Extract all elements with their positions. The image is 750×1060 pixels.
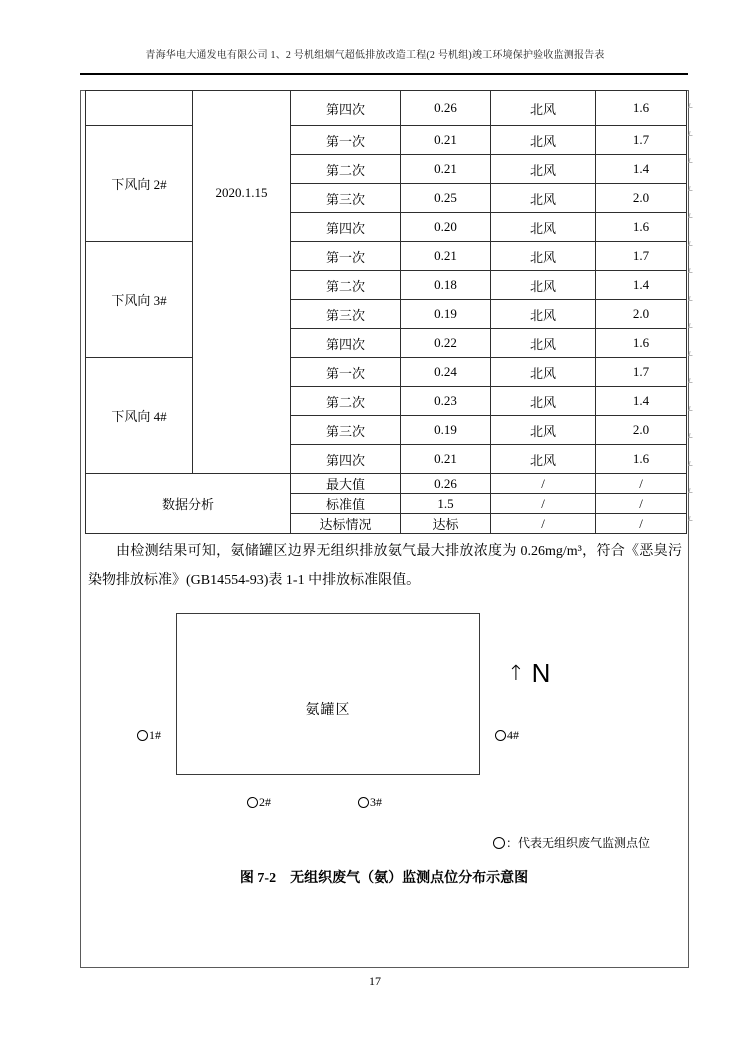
ammonia-tank-area-label: 氨罐区 (305, 703, 351, 718)
table-cell-point: 下风向 2# (86, 126, 193, 242)
table-cell-analysis-label: 数据分析 (86, 474, 291, 534)
table-cell: 第一次 (291, 358, 401, 387)
table-cell: 第二次 (291, 271, 401, 300)
monitoring-point-3 (358, 795, 382, 810)
page-number: 17 (369, 974, 381, 988)
table-cell-date: 2020.1.15 (193, 91, 291, 474)
table-cell: 0.19 (401, 416, 491, 445)
table-cell: / (596, 474, 687, 494)
table-cell: 1.7 (596, 242, 687, 271)
table-cell: 第四次 (291, 445, 401, 474)
monitoring-point-2 (247, 795, 271, 810)
table-cell: 0.21 (401, 445, 491, 474)
table-cell: 北风 (491, 155, 596, 184)
table-cell: 北风 (491, 184, 596, 213)
table-cell: 达标 (401, 514, 491, 534)
monitoring-point-icon (495, 730, 506, 741)
cell-end-marks (689, 92, 697, 532)
result-paragraph: 由检测结果可知，氨储罐区边界无组织排放氨气最大排放浓度为 0.26mg/m³，符合《恶臭污染物排放标准》(GB14554-93)表 1-1 中排放标准限值。 (88, 544, 682, 588)
monitoring-point-label: 4# (507, 728, 519, 742)
table-cell: 第三次 (291, 416, 401, 445)
table-cell: 0.23 (401, 387, 491, 416)
table-cell: 北风 (491, 416, 596, 445)
table-cell: 1.6 (596, 213, 687, 242)
table-cell: / (491, 474, 596, 494)
north-indicator (507, 660, 550, 686)
legend-text: ：代表无组织废气监测点位 (506, 836, 651, 850)
table-cell: 0.24 (401, 358, 491, 387)
table-cell: 0.18 (401, 271, 491, 300)
table-cell: 标准值 (291, 494, 401, 514)
table-cell: 0.21 (401, 242, 491, 271)
table-cell: / (596, 514, 687, 534)
table-cell: 北风 (491, 387, 596, 416)
diagram-legend (493, 834, 650, 851)
table-cell: 2.0 (596, 416, 687, 445)
table-row (86, 91, 687, 126)
table-cell: 0.26 (401, 474, 491, 494)
table-cell: 0.19 (401, 300, 491, 329)
table-cell: 0.21 (401, 155, 491, 184)
monitoring-table (85, 90, 687, 534)
table-cell: 1.6 (596, 445, 687, 474)
table-cell-point: 下风向 4# (86, 358, 193, 474)
table-cell: / (596, 494, 687, 514)
monitoring-point-icon (493, 837, 505, 849)
table-cell: 北风 (491, 358, 596, 387)
table-cell: 第三次 (291, 300, 401, 329)
table-cell: 1.5 (401, 494, 491, 514)
table-cell: 1.4 (596, 387, 687, 416)
figure-caption: 图 7-2 无组织废气（氨）监测点位分布示意图 (239, 871, 529, 886)
table-cell: 0.20 (401, 213, 491, 242)
table-cell: 北风 (491, 213, 596, 242)
table-cell: 1.7 (596, 358, 687, 387)
table-cell-point: 下风向 3# (86, 242, 193, 358)
table-cell: 2.0 (596, 184, 687, 213)
table-cell: 第四次 (291, 329, 401, 358)
table-cell: 第三次 (291, 184, 401, 213)
table-cell: 0.26 (401, 91, 491, 126)
page-header: 青海华电大通发电有限公司 1、2 号机组烟气超低排放改造工程(2 号机组)竣工环境保护验收监测报告表 (145, 50, 605, 61)
table-cell: 1.6 (596, 91, 687, 126)
monitoring-point-4 (495, 728, 519, 743)
monitoring-point-icon (137, 730, 148, 741)
monitoring-point-label: 3# (370, 795, 382, 809)
table-cell-point-empty (86, 91, 193, 126)
table-cell: 北风 (491, 271, 596, 300)
ammonia-tank-area-rect (176, 613, 480, 775)
table-cell: 第四次 (291, 213, 401, 242)
header-rule (80, 73, 688, 75)
table-row (86, 126, 687, 155)
table-cell: 0.25 (401, 184, 491, 213)
table-cell: / (491, 514, 596, 534)
monitoring-point-label: 2# (259, 795, 271, 809)
table-cell: 北风 (491, 242, 596, 271)
table-cell: 1.6 (596, 329, 687, 358)
table-cell: 达标情况 (291, 514, 401, 534)
table-cell: 北风 (491, 329, 596, 358)
table-cell: 北风 (491, 445, 596, 474)
table-cell: 1.4 (596, 271, 687, 300)
table-cell: 第四次 (291, 91, 401, 126)
north-arrow-icon: ↑ (507, 661, 525, 685)
table-row-analysis (86, 474, 687, 494)
table-cell: 最大值 (291, 474, 401, 494)
table-cell: 1.4 (596, 155, 687, 184)
table-cell: 北风 (491, 91, 596, 126)
table-cell: 第一次 (291, 242, 401, 271)
table-cell: 北风 (491, 126, 596, 155)
monitoring-point-icon (247, 797, 258, 808)
table-cell: / (491, 494, 596, 514)
table-cell: 第二次 (291, 155, 401, 184)
north-label: N (531, 658, 551, 688)
table-cell: 北风 (491, 300, 596, 329)
monitoring-point-icon (358, 797, 369, 808)
monitoring-point-label: 1# (149, 728, 161, 742)
table-row (86, 358, 687, 387)
table-row (86, 242, 687, 271)
table-cell: 第二次 (291, 387, 401, 416)
table-cell: 2.0 (596, 300, 687, 329)
table-cell: 0.22 (401, 329, 491, 358)
table-cell: 第一次 (291, 126, 401, 155)
table-cell: 0.21 (401, 126, 491, 155)
monitoring-point-1 (137, 728, 161, 743)
table-cell: 1.7 (596, 126, 687, 155)
